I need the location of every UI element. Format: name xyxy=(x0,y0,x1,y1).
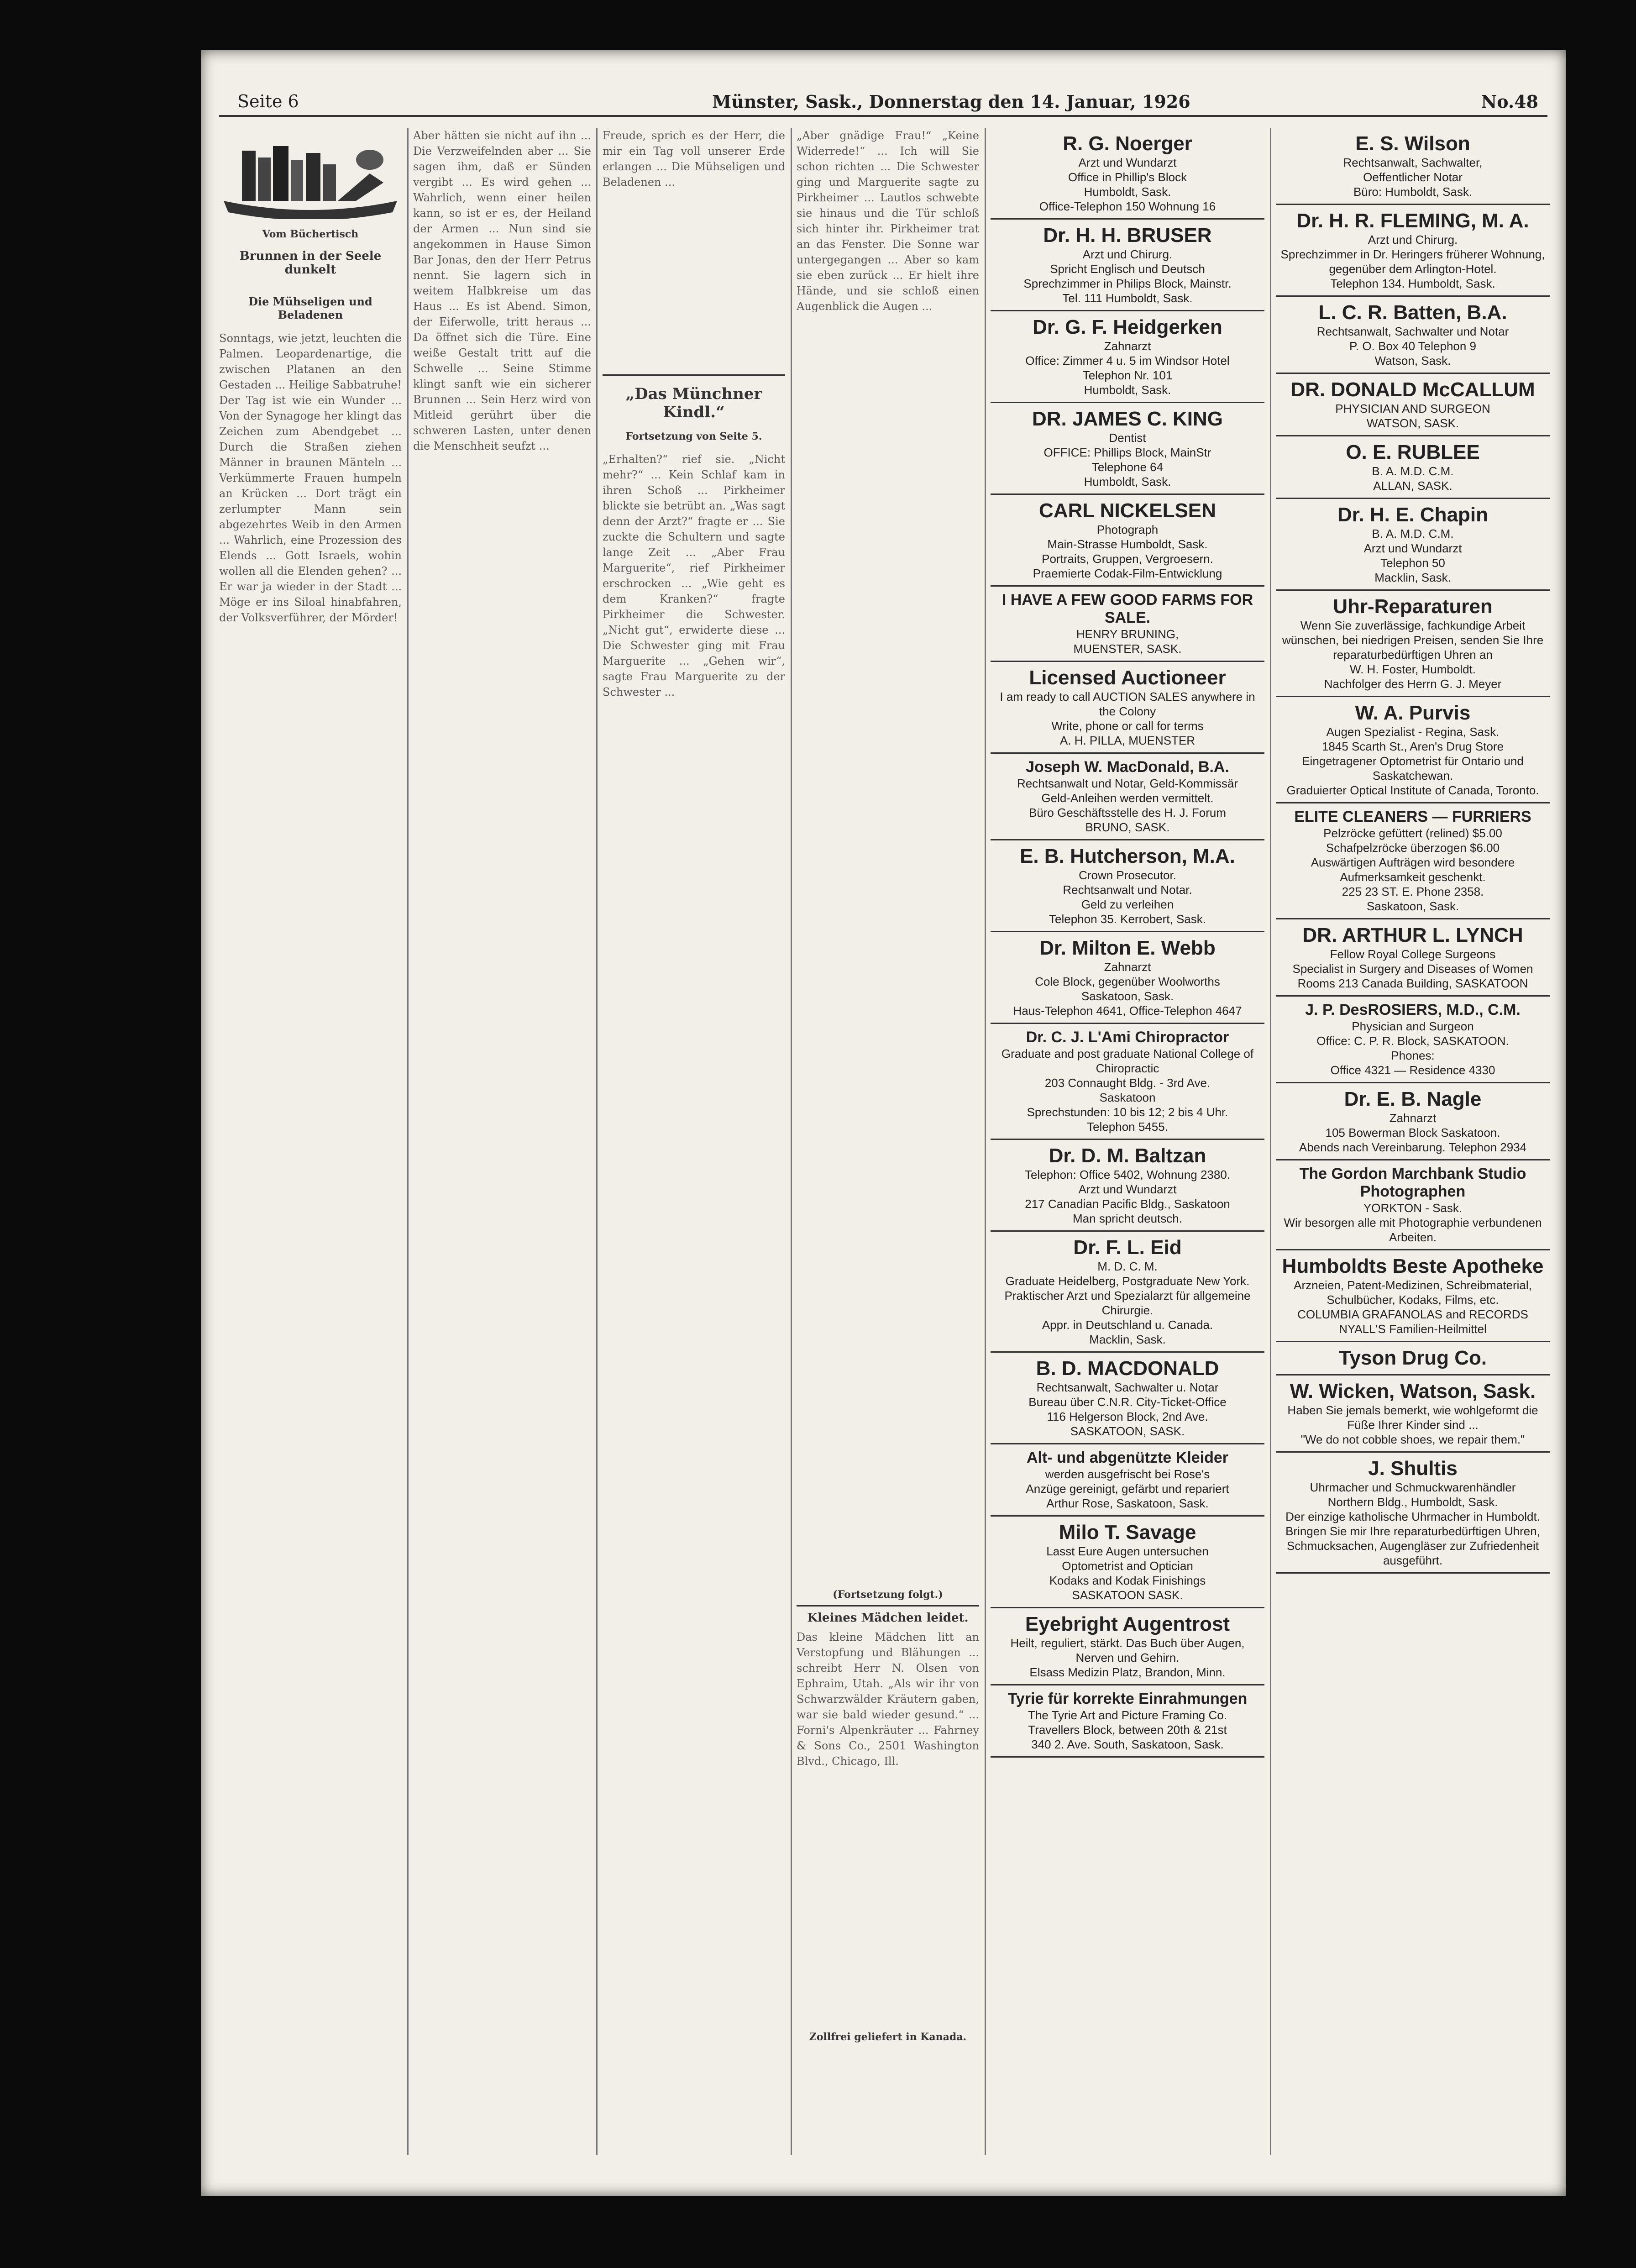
advertisement xyxy=(1276,1250,1550,1342)
advertisement-name: Dr. Milton E. Webb xyxy=(1039,937,1216,959)
advertisement-name: Dr. H. R. FLEMING, M. A. xyxy=(1296,210,1529,232)
advertisement-line: Wenn Sie zuverlässige, fachkundige Arbeit wünschen, bei niedrigen Preisen, senden Sie Ihre reparaturbedürftigen Uhren an xyxy=(1282,619,1544,662)
advertisement-name: W. A. Purvis xyxy=(1355,702,1471,724)
notice-body: Das kleine Mädchen litt an Verstopfung und Blähungen ... schreibt Herr N. Olsen von Ephraim, Utah. „Als wir ihr von Schwarzwälder Kräutern gaben, war sie bald wieder gesund.“ ... Forni's Alpenkräuter ... Fahrney & Sons Co., 2501 Washington Blvd., Chicago, Ill. xyxy=(797,1631,979,1768)
advertisement-line: Zahnarzt xyxy=(1104,960,1151,974)
advertisement-line: NYALL'S Familien-Heilmittel xyxy=(1339,1322,1487,1336)
advertisement xyxy=(1276,803,1550,919)
advertisement-line: Der einzige katholische Uhrmacher in Humboldt. xyxy=(1285,1510,1540,1523)
advertisement-line: Büro: Humboldt, Sask. xyxy=(1353,185,1473,199)
advertisement-line: Arzneien, Patent-Medizinen, Schreibmaterial, Schulbücher, Kodaks, Films, etc. xyxy=(1294,1278,1532,1307)
column-divider xyxy=(596,128,598,2155)
advertisement-line: Main-Strasse Humboldt, Sask. xyxy=(1047,537,1208,551)
advertisement-line: Bureau über C.N.R. City-Ticket-Office xyxy=(1028,1395,1227,1409)
advertisement-line: 340 2. Ave. South, Saskatoon, Sask. xyxy=(1031,1738,1224,1751)
advertisement-line: 105 Bowerman Block Saskatoon. xyxy=(1325,1126,1500,1139)
column-1 xyxy=(219,128,402,2155)
advertisement-line: Arzt und Chirurg. xyxy=(1368,233,1458,247)
advertisement xyxy=(991,754,1264,840)
advertisement xyxy=(991,1024,1264,1140)
advertisement-name: DR. JAMES C. KING xyxy=(1032,408,1223,430)
advertisement-line: Crown Prosecutor. xyxy=(1079,868,1176,882)
column-5-ads xyxy=(991,128,1264,2155)
advertisement-line: Wir besorgen alle mit Photographie verbundenen Arbeiten. xyxy=(1284,1216,1542,1244)
advertisement-line: Telephon 50 xyxy=(1380,556,1445,570)
advertisement-line: Rechtsanwalt, Sachwalter u. Notar xyxy=(1036,1381,1219,1394)
advertisement-name: L. C. R. Batten, B.A. xyxy=(1318,301,1507,324)
advertisement xyxy=(991,403,1264,495)
advertisement-line: Office: Zimmer 4 u. 5 im Windsor Hotel xyxy=(1025,354,1230,368)
advertisement-name: Dr. F. L. Eid xyxy=(1073,1236,1182,1259)
continued-note: (Fortsetzung folgt.) xyxy=(833,1589,943,1601)
column-divider xyxy=(407,128,409,2155)
advertisement xyxy=(991,1608,1264,1685)
advertisement-line: MUENSTER, SASK. xyxy=(1073,642,1182,656)
advertisement xyxy=(1276,374,1550,436)
advertisement-line: Auswärtigen Aufträgen wird besondere Aufmerksamkeit geschenkt. xyxy=(1311,856,1515,884)
article-body-continued: Aber hätten sie nicht auf ihn ... Die Verzweifelnden aber ... Sie sagen ihm, daß er Sünden vergibt ... Es wird gehen ... Wahrlich, wenn einer heilen kann, so ist er es, der Heiland der Armen ... Nun sind sie angekommen in Hause Simon Bar Jonas, den der Herr Petrus nennt. Sie lagern sich in weitem Halbkreise um das Haus ... Es ist Abend. Simon, der Eiferwolle, tritt heraus ... Da öffnet sich die Türe. Eine weiße Gestalt tritt auf die Schwelle ... Seine Stimme klingt sanft wie ein sicherer Brunnen ... Sein Herz wird von Mitleid gerührt über die schweren Lasten, unter denen die Menschheit seufzt ... xyxy=(413,129,591,452)
advertisement-line: "We do not cobble shoes, we repair them." xyxy=(1300,1433,1525,1446)
advertisement-line: Telephone 64 xyxy=(1091,460,1164,474)
advertisement-line: Praktischer Arzt und Spezialarzt für allgemeine Chirurgie. xyxy=(1004,1289,1251,1317)
serial-heading: „Das Münchner Kindl.“ xyxy=(625,385,762,421)
advertisement-name: E. S. Wilson xyxy=(1355,132,1470,155)
article-subtitle: Die Mühseligen und Beladenen xyxy=(248,295,372,321)
advertisement-line: Northern Bldg., Humboldt, Sask. xyxy=(1327,1495,1498,1509)
advertisement-line: COLUMBIA GRAFANOLAS and RECORDS xyxy=(1297,1307,1528,1321)
advertisement xyxy=(1276,499,1550,591)
advertisement-name: Licensed Auctioneer xyxy=(1029,667,1226,689)
advertisement xyxy=(991,840,1264,932)
advertisement-line: W. H. Foster, Humboldt. xyxy=(1350,662,1476,676)
advertisement-line: Augen Spezialist - Regina, Sask. xyxy=(1326,725,1500,739)
advertisement xyxy=(1276,591,1550,697)
advertisement-line: Office 4321 — Residence 4330 xyxy=(1330,1063,1495,1077)
section-kicker: Vom Büchertisch xyxy=(262,228,359,240)
advertisement-name: Dr. G. F. Heidgerken xyxy=(1033,316,1222,338)
page-number: Seite 6 xyxy=(237,91,299,111)
advertisement-line: Zahnarzt xyxy=(1104,339,1151,353)
advertisement-line: Saskatoon xyxy=(1099,1091,1156,1104)
advertisement-line: Saskatoon, Sask. xyxy=(1366,899,1459,913)
advertisement-name: Joseph W. MacDonald, B.A. xyxy=(1026,758,1229,776)
advertisement xyxy=(1276,128,1550,205)
advertisement-line: Humboldt, Sask. xyxy=(1084,475,1171,488)
advertisement xyxy=(991,662,1264,754)
advertisement-name: ELITE CLEANERS — FURRIERS xyxy=(1294,808,1531,825)
advertisement-line: SASKATOON SASK. xyxy=(1072,1588,1183,1602)
advertisement-name: Alt- und abgenützte Kleider xyxy=(1027,1449,1228,1466)
advertisement-line: The Tyrie Art and Picture Framing Co. xyxy=(1028,1708,1227,1722)
advertisement-line: Rechtsanwalt, Sachwalter und Notar xyxy=(1316,325,1509,338)
advertisement-line: Travellers Block, between 20th & 21st xyxy=(1028,1723,1227,1737)
advertisement-line: Arzt und Wundarzt xyxy=(1078,1182,1177,1196)
advertisement-line: Sprechzimmer in Philips Block, Mainstr. xyxy=(1023,277,1232,290)
advertisement-line: Office: C. P. R. Block, SASKATOON. xyxy=(1316,1034,1509,1048)
advertisement-line: Rechtsanwalt und Notar, Geld-Kommissär xyxy=(1017,777,1238,790)
advertisement xyxy=(1276,997,1550,1083)
advertisement-line: Cole Block, gegenüber Woolworths xyxy=(1035,975,1220,988)
section-rule xyxy=(797,1605,979,1606)
advertisement-line: Arzt und Wundarzt xyxy=(1078,156,1177,169)
advertisement-line: Graduierter Optical Institute of Canada, Toronto. xyxy=(1286,783,1539,797)
advertisement-line: Zahnarzt xyxy=(1389,1111,1437,1125)
advertisement-name: W. Wicken, Watson, Sask. xyxy=(1290,1380,1536,1402)
advertisement-line: B. A. M.D. C.M. xyxy=(1372,527,1454,541)
advertisement-line: Telephon 35. Kerrobert, Sask. xyxy=(1049,912,1206,926)
advertisement-line: Rechtsanwalt, Sachwalter, xyxy=(1343,156,1483,169)
advertisement xyxy=(991,1353,1264,1444)
advertisement-line: P. O. Box 40 Telephon 9 xyxy=(1349,339,1477,353)
advertisement-line: Sprechstunden: 10 bis 12; 2 bis 4 Uhr. xyxy=(1027,1105,1228,1119)
advertisement-line: Office-Telephon 150 Wohnung 16 xyxy=(1039,200,1216,213)
advertisement-name: E. B. Hutcherson, M.A. xyxy=(1020,845,1235,867)
advertisement-name: Humboldts Beste Apotheke xyxy=(1282,1255,1544,1277)
advertisement-line: BRUNO, SASK. xyxy=(1085,820,1170,834)
advertisement xyxy=(1276,297,1550,374)
advertisement-line: Phones: xyxy=(1391,1049,1435,1062)
advertisement-line: Nachfolger des Herrn G. J. Meyer xyxy=(1324,677,1502,691)
advertisement xyxy=(991,128,1264,220)
advertisement-name: I HAVE A FEW GOOD FARMS FOR SALE. xyxy=(1002,591,1253,626)
column-6-ads xyxy=(1276,128,1550,2155)
advertisement xyxy=(991,220,1264,311)
advertisement-line: Graduate and post graduate National College of Chiropractic xyxy=(1001,1047,1254,1075)
advertisement-line: Telephon: Office 5402, Wohnung 2380. xyxy=(1024,1168,1231,1181)
advertisement-name: J. Shultis xyxy=(1368,1457,1458,1480)
advertisement-line: OFFICE: Phillips Block, MainStr xyxy=(1043,446,1211,459)
page-header xyxy=(219,91,1547,113)
advertisement-line: werden ausgefrischt bei Rose's xyxy=(1045,1467,1210,1481)
serial-subhead: Fortsetzung von Seite 5. xyxy=(625,430,762,442)
advertisement-name: Dr. D. M. Baltzan xyxy=(1049,1144,1206,1167)
advertisement-name: J. P. DesROSIERS, M.D., C.M. xyxy=(1305,1001,1521,1018)
dateline: Münster, Sask., Donnerstag den 14. Januar, 1926 xyxy=(712,91,1190,112)
advertisement-line: 1845 Scarth St., Aren's Drug Store xyxy=(1321,740,1504,753)
advertisement-line: Rechtsanwalt und Notar. xyxy=(1063,883,1192,897)
advertisement-line: Telephon Nr. 101 xyxy=(1082,368,1173,382)
advertisement-name: Eyebright Augentrost xyxy=(1025,1613,1230,1635)
advertisement-line: Büro Geschäftsstelle des H. J. Forum xyxy=(1028,806,1227,819)
advertisement xyxy=(991,1140,1264,1232)
advertisement-name: Dr. C. J. L'Ami Chiropractor xyxy=(1026,1029,1229,1046)
advertisement-line: Schafpelzröcke überzogen $6.00 xyxy=(1326,841,1500,855)
advertisement-line: HENRY BRUNING, xyxy=(1076,627,1179,641)
advertisement-line: M. D. C. M. xyxy=(1097,1260,1158,1273)
section-rule xyxy=(603,374,785,376)
advertisement-name: O. E. RUBLEE xyxy=(1346,441,1480,463)
advertisement-name: The Gordon Marchbank Studio Photographen xyxy=(1299,1165,1526,1200)
advertisement-line: 217 Canadian Pacific Bldg., Saskatoon xyxy=(1025,1197,1230,1211)
advertisement-line: Lasst Eure Augen untersuchen xyxy=(1046,1544,1209,1558)
advertisement-line: B. A. M.D. C.M. xyxy=(1372,464,1454,478)
advertisement-name: Dr. E. B. Nagle xyxy=(1344,1088,1482,1110)
advertisement-line: Appr. in Deutschland u. Canada. xyxy=(1042,1318,1213,1332)
advertisement xyxy=(1276,436,1550,499)
advertisement-line: Praemierte Codak-Film-Entwicklung xyxy=(1033,567,1222,580)
advertisement-line: Rooms 213 Canada Building, SASKATOON xyxy=(1297,976,1528,990)
advertisement-line: Portraits, Gruppen, Vergroesern. xyxy=(1042,552,1213,566)
advertisement-line: 225 23 ST. E. Phone 2358. xyxy=(1342,885,1484,898)
advertisement xyxy=(1276,1083,1550,1160)
advertisement-line: Haus-Telephon 4641, Office-Telephon 4647 xyxy=(1013,1004,1242,1018)
advertisement-line: Telephon 5455. xyxy=(1087,1120,1168,1134)
advertisement-line: Elsass Medizin Platz, Brandon, Minn. xyxy=(1029,1665,1226,1679)
advertisement-line: Uhrmacher und Schmuckwarenhändler xyxy=(1310,1480,1516,1494)
column-4 xyxy=(797,128,979,2155)
advertisement-line: Anzüge gereinigt, gefärbt und repariert xyxy=(1026,1482,1229,1496)
advertisement xyxy=(1276,1376,1550,1453)
advertisement-line: Oeffentlicher Notar xyxy=(1363,170,1463,184)
column-3 xyxy=(603,128,785,2155)
advertisement-line: Geld-Anleihen werden vermittelt. xyxy=(1041,791,1214,805)
advertisement-name: DR. ARTHUR L. LYNCH xyxy=(1302,924,1523,946)
issue-number: No.48 xyxy=(1481,91,1538,112)
advertisement-line: Macklin, Sask. xyxy=(1089,1333,1166,1346)
notice-title: Kleines Mädchen leidet. xyxy=(807,1611,969,1625)
advertisement-name: Uhr-Reparaturen xyxy=(1333,595,1493,618)
article-title: Brunnen in der Seele dunkelt xyxy=(239,249,382,277)
advertisement-line: Geld zu verleihen xyxy=(1081,898,1174,911)
advertisement-line: I am ready to call AUCTION SALES anywhere in the Colony xyxy=(1000,690,1255,718)
serial-body: „Erhalten?“ rief sie. „Nicht mehr?“ ... Kein Schlaf kam in ihren Schoß ... Pirkheimer blickte sie betrübt an. „Was sagt denn der Arzt?“ fragte er ... Sie zuckte die Schultern und sagte lange Zeit ... „Aber Frau Marguerite“, rief Pirkheimer erschrocken ... „Wie geht es dem Kranken?“ fragte Pirkheimer die Schwester. „Nicht gut“, erwiderte diese ... Die Schwester ging mit Frau Marguerite ... „Gehen wir“, sagte Frau Marguerite zu der Schwester ... xyxy=(603,453,785,698)
advertisement-line: Man spricht deutsch. xyxy=(1073,1212,1182,1225)
advertisement-name: Dr. H. H. BRUSER xyxy=(1043,224,1212,247)
advertisement-line: Abends nach Vereinbarung. Telephon 2934 xyxy=(1299,1140,1527,1154)
serial-body-continued: „Aber gnädige Frau!“ „Keine Widerrede!“ ... Ich will Sie schon richten ... Die Schwester ging und Marguerite sagte zu Pirkheimer ... Lautlos schwebte sie hinaus und die Tür schloß sich hinter ihr. Pirkheimer trat an das Fenster. Die Sonne war untergegangen ... Aber so kam sie eben zurück ... Er hielt ihre Hände, und sie schloß einen Augenblick die Augen ... xyxy=(797,129,979,313)
advertisement-line: Pelzröcke gefüttert (relined) $5.00 xyxy=(1323,826,1502,840)
advertisement-line: Haben Sie jemals bemerkt, wie wohlgeformt die Füße Ihrer Kinder sind ... xyxy=(1287,1403,1538,1432)
advertisement-line: A. H. PILLA, MUENSTER xyxy=(1059,734,1196,747)
advertisement-name: DR. DONALD McCALLUM xyxy=(1290,378,1535,401)
newspaper-page xyxy=(201,50,1566,2196)
advertisement-line: Arthur Rose, Saskatoon, Sask. xyxy=(1046,1496,1209,1510)
advertisement-line: Fellow Royal College Surgeons xyxy=(1330,947,1496,961)
advertisement-line: Heilt, reguliert, stärkt. Das Buch über Augen, Nerven und Gehirn. xyxy=(1010,1636,1245,1664)
advertisement xyxy=(991,587,1264,662)
advertisement-name: Dr. H. E. Chapin xyxy=(1337,504,1489,526)
advertisement-line: Humboldt, Sask. xyxy=(1084,383,1171,397)
advertisement xyxy=(991,1685,1264,1758)
advertisement-name: B. D. MACDONALD xyxy=(1036,1357,1219,1380)
advertisement-line: Dentist xyxy=(1109,431,1146,445)
advertisement-line: Office in Phillip's Block xyxy=(1068,170,1187,184)
advertisement xyxy=(1276,1342,1550,1376)
advertisement-name: Tyson Drug Co. xyxy=(1338,1347,1487,1369)
article-tail: Freude, sprich es der Herr, die mir ein Tag voll unserer Erde erlangen ... Die Mühseligen und Beladenen ... xyxy=(603,129,785,189)
advertisement-line: Graduate Heidelberg, Postgraduate New York. xyxy=(1005,1274,1250,1288)
advertisement-line: Eingetragener Optometrist für Ontario und Saskatchewan. xyxy=(1302,754,1524,782)
advertisement-name: Tyrie für korrekte Einrahmungen xyxy=(1007,1690,1248,1707)
advertisement xyxy=(991,1517,1264,1608)
advertisement-line: SASKATOON, SASK. xyxy=(1070,1424,1185,1438)
advertisement-line: YORKTON - Sask. xyxy=(1363,1201,1463,1215)
advertisement-line: Kodaks and Kodak Finishings xyxy=(1049,1574,1206,1587)
advertisement-line: Bringen Sie mir Ihre reparaturbedürftigen Uhren, Schmucksachen, Augengläser zur Zufriedenheit ausgeführt. xyxy=(1285,1524,1540,1567)
advertisement-line: Arzt und Wundarzt xyxy=(1363,541,1462,555)
advertisement-line: Arzt und Chirurg. xyxy=(1082,247,1173,261)
advertisement xyxy=(1276,697,1550,803)
advertisement-line: Humboldt, Sask. xyxy=(1084,185,1171,199)
advertisement-line: Spricht Englisch und Deutsch xyxy=(1050,262,1205,276)
advertisement-line: Physician and Surgeon xyxy=(1352,1019,1474,1033)
header-rule xyxy=(219,115,1547,117)
advertisement-line: Telephon 134. Humboldt, Sask. xyxy=(1330,277,1495,290)
advertisement-line: WATSON, SASK. xyxy=(1366,416,1459,430)
advertisement-line: Photograph xyxy=(1096,523,1159,536)
advertisement xyxy=(991,932,1264,1024)
notice-footer: Zollfrei geliefert in Kanada. xyxy=(809,2031,967,2043)
advertisement-name: CARL NICKELSEN xyxy=(1039,499,1216,522)
advertisement-name: R. G. Noerger xyxy=(1063,132,1192,155)
advertisement-line: Sprechzimmer in Dr. Heringers früherer Wohnung, gegenüber dem Arlington-Hotel. xyxy=(1280,247,1545,276)
advertisement xyxy=(1276,1453,1550,1574)
advertisement-line: Specialist in Surgery and Diseases of Women xyxy=(1292,962,1533,976)
advertisement-line: 116 Helgerson Block, 2nd Ave. xyxy=(1047,1410,1208,1423)
advertisement-line: ALLAN, SASK. xyxy=(1373,479,1452,493)
advertisement-line: 203 Connaught Bldg. - 3rd Ave. xyxy=(1044,1076,1211,1090)
column-divider xyxy=(1270,128,1271,2155)
column-2 xyxy=(413,128,591,2155)
column-divider xyxy=(791,128,792,2155)
advertisement-name: Milo T. Savage xyxy=(1059,1521,1196,1544)
advertisement-line: Write, phone or call for terms xyxy=(1051,719,1204,733)
advertisement xyxy=(1276,1160,1550,1250)
advertisement xyxy=(991,311,1264,403)
advertisement-line: Optometrist and Optician xyxy=(1062,1559,1193,1573)
books-illustration-icon xyxy=(219,132,402,219)
advertisement xyxy=(991,495,1264,587)
advertisement-line: Tel. 111 Humboldt, Sask. xyxy=(1062,291,1193,305)
advertisement xyxy=(1276,919,1550,997)
article-body: Sonntags, wie jetzt, leuchten die Palmen. Leopardenartige, die zwischen Platanen an den Gestaden ... Heilige Sabbatruhe! Der Tag ist wie ein Wunder ... Von der Synagoge her klingt das Zeichen zum Abendgebet ... Durch die Straßen ziehen Männer in braunen Mänteln ... Verkümmerte Frauen humpeln an Krücken ... Dort trägt ein zerlumpter Mann sein abgezehrtes Weib in den Armen ... Wahrlich, eine Prozession des Elends ... Gott Israels, wohin wollen all die Elenden gehen? ... Er war ja wieder in der Stadt ... Möge er ins Siloal hinabfahren, der Volksverführer, der Mörder! xyxy=(219,332,402,624)
advertisement-line: PHYSICIAN AND SURGEON xyxy=(1335,402,1490,415)
advertisement-line: Watson, Sask. xyxy=(1374,354,1451,368)
column-divider xyxy=(985,128,986,2155)
advertisement-line: Macklin, Sask. xyxy=(1374,571,1451,584)
advertisement-line: Saskatoon, Sask. xyxy=(1081,989,1174,1003)
advertisement xyxy=(1276,205,1550,297)
advertisement xyxy=(991,1444,1264,1517)
advertisement xyxy=(991,1232,1264,1353)
